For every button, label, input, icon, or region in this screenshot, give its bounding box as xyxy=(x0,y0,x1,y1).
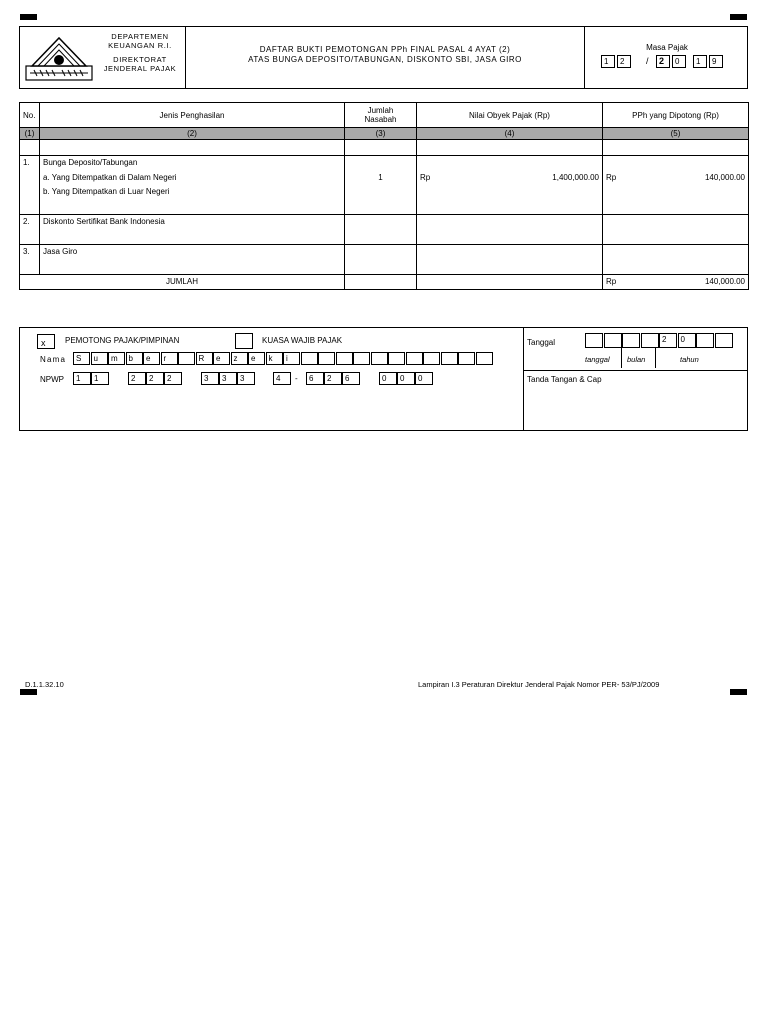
table-row xyxy=(20,214,749,229)
masa-pajak-label: Masa Pajak xyxy=(646,43,688,52)
regulation-note: Lampiran I.3 Peraturan Direktur Jenderal Pajak Nomor PER- 53/PJ/2009 xyxy=(418,680,660,689)
table-cell-no xyxy=(20,185,40,200)
npwp-digit-box: 1 xyxy=(73,372,91,385)
table-cell-no: 2. xyxy=(20,214,40,229)
npwp-digit-box: 2 xyxy=(324,372,342,385)
department-block xyxy=(96,33,184,73)
masa-separator: / xyxy=(646,56,649,66)
registration-mark-bottom-left xyxy=(20,689,37,695)
npwp-digit-box: 0 xyxy=(379,372,397,385)
table-cell-pph: 140,000.00 xyxy=(627,170,749,185)
nama-char-box: b xyxy=(126,352,143,365)
table-cell-no xyxy=(20,229,40,244)
nama-label: Nama xyxy=(40,355,67,364)
nama-char-box xyxy=(178,352,195,365)
tanggal-digit-box: 2 xyxy=(659,333,677,348)
table-cell-jenis: Jasa Giro xyxy=(40,244,345,259)
table-cell-nilai xyxy=(441,214,603,229)
table-row xyxy=(20,185,749,200)
nama-char-box: S xyxy=(73,352,90,365)
table-cell-nilai xyxy=(441,259,603,274)
col-header-jenis: Jenis Penghasilan xyxy=(40,103,345,128)
table-cell-nilai xyxy=(441,229,603,244)
table-cell-nilai: 1,400,000.00 xyxy=(441,170,603,185)
dept-line-3: DIREKTORAT xyxy=(113,55,167,64)
masa-month-box: 2 xyxy=(617,55,631,68)
total-label: JUMLAH xyxy=(20,274,345,290)
table-cell-no xyxy=(20,259,40,274)
col-number: (1) xyxy=(20,128,40,140)
table-cell-pph xyxy=(627,259,749,274)
col-header-pph: PPh yang Dipotong (Rp) xyxy=(603,103,749,128)
table-cell-jenis: b. Yang Ditempatkan di Luar Negeri xyxy=(40,185,345,200)
total-nilai xyxy=(417,274,603,290)
table-cell-rp2 xyxy=(603,244,627,259)
table-row xyxy=(20,199,749,214)
tanggal-digit-box: 0 xyxy=(678,333,696,348)
npwp-field[interactable] xyxy=(73,372,443,386)
nama-char-box: e xyxy=(143,352,160,365)
table-cell-rp2 xyxy=(603,155,627,170)
col-header-nilai: Nilai Obyek Pajak (Rp) xyxy=(417,103,603,128)
table-cell-no xyxy=(20,199,40,214)
nama-char-box xyxy=(458,352,475,365)
table-cell-nilai xyxy=(441,244,603,259)
table-cell-no xyxy=(20,140,40,156)
bulan-sub-divider xyxy=(655,348,656,368)
tanggal-digit-box xyxy=(696,333,714,348)
masa-year-box: 9 xyxy=(709,55,723,68)
tanggal-field[interactable] xyxy=(585,333,745,348)
table-cell-rp1 xyxy=(417,155,441,170)
tanggal-digit-box xyxy=(715,333,733,348)
nama-char-box: r xyxy=(161,352,178,365)
table-row xyxy=(20,155,749,170)
tanggal-label: Tanggal xyxy=(527,338,556,347)
col-header-no: No. xyxy=(20,103,40,128)
table-cell-jenis: Bunga Deposito/Tabungan xyxy=(40,155,345,170)
total-jumlah xyxy=(345,274,417,290)
npwp-digit-box: 1 xyxy=(91,372,109,385)
table-cell-jenis: a. Yang Ditempatkan di Dalam Negeri xyxy=(40,170,345,185)
npwp-digit-box: 3 xyxy=(237,372,255,385)
table-cell-pph xyxy=(627,185,749,200)
nama-char-box: e xyxy=(213,352,230,365)
table-cell-pph xyxy=(627,214,749,229)
form-title-line-1: DAFTAR BUKTI PEMOTONGAN PPh FINAL PASAL 4 AYAT (2) xyxy=(259,45,511,54)
nama-char-box xyxy=(441,352,458,365)
table-cell-jenis xyxy=(40,199,345,214)
table-cell-rp1 xyxy=(417,229,441,244)
table-row xyxy=(20,229,749,244)
table-header-row xyxy=(20,103,749,128)
total-pph: 140,000.00 xyxy=(627,274,749,290)
tanggal-digit-box xyxy=(604,333,622,348)
form-title-line-2: ATAS BUNGA DEPOSITO/TABUNGAN, DISKONTO SBI, JASA GIRO xyxy=(248,55,522,64)
nama-char-box xyxy=(353,352,370,365)
masa-year-box: 2 xyxy=(656,55,670,68)
table-cell-rp1 xyxy=(417,259,441,274)
registration-mark-top-left xyxy=(20,14,37,20)
table-cell-jenis xyxy=(40,229,345,244)
tanggal-digit-box xyxy=(585,333,603,348)
npwp-digit-box: 2 xyxy=(146,372,164,385)
npwp-digit-box: 6 xyxy=(306,372,324,385)
table-row xyxy=(20,170,749,185)
npwp-digit-box: 3 xyxy=(201,372,219,385)
nama-char-box xyxy=(318,352,335,365)
table-cell-nilai xyxy=(441,185,603,200)
nama-char-box xyxy=(406,352,423,365)
table-cell-jenis: Diskonto Sertifikat Bank Indonesia xyxy=(40,214,345,229)
npwp-digit-box: 0 xyxy=(397,372,415,385)
pemotong-label: PEMOTONG PAJAK/PIMPINAN xyxy=(65,336,180,345)
table-cell-nilai xyxy=(441,199,603,214)
table-cell-pph xyxy=(627,140,749,156)
nama-char-box: k xyxy=(266,352,283,365)
signer-divider-horizontal xyxy=(523,370,748,371)
total-rp: Rp xyxy=(603,274,627,290)
nama-char-box: z xyxy=(231,352,248,365)
table-cell-pph xyxy=(627,155,749,170)
table-cell-rp1 xyxy=(417,214,441,229)
table-cell-pph xyxy=(627,199,749,214)
table-cell-rp2 xyxy=(603,185,627,200)
nama-char-box xyxy=(371,352,388,365)
masa-month-box: 1 xyxy=(601,55,615,68)
table-cell-jumlah xyxy=(345,185,417,200)
col-number: (5) xyxy=(603,128,749,140)
table-cell-rp1 xyxy=(417,185,441,200)
npwp-label: NPWP xyxy=(40,375,64,384)
dept-line-2: KEUANGAN R.I. xyxy=(108,40,172,50)
masa-pajak-field[interactable] xyxy=(601,55,729,68)
tanggal-sublabel: tanggal xyxy=(585,355,610,364)
table-cell-rp2: Rp xyxy=(603,170,627,185)
table-cell-jumlah xyxy=(345,155,417,170)
nama-char-box: m xyxy=(108,352,125,365)
tahun-sublabel: tahun xyxy=(680,355,699,364)
table-cell-rp1: Rp xyxy=(417,170,441,185)
col-number: (4) xyxy=(417,128,603,140)
tanggal-sub-divider xyxy=(621,348,622,368)
table-cell-jumlah xyxy=(345,140,417,156)
signature-area[interactable] xyxy=(524,386,747,430)
npwp-digit-box: 2 xyxy=(164,372,182,385)
npwp-digit-box: 6 xyxy=(342,372,360,385)
nama-char-box: R xyxy=(196,352,213,365)
table-row xyxy=(20,259,749,274)
table-cell-jumlah xyxy=(345,229,417,244)
masa-year-box: 0 xyxy=(672,55,686,68)
col-number: (3) xyxy=(345,128,417,140)
table-cell-jenis xyxy=(40,259,345,274)
table-row xyxy=(20,140,749,156)
table-cell-rp2 xyxy=(603,259,627,274)
table-cell-rp1 xyxy=(417,140,441,156)
header-divider-2 xyxy=(584,26,585,89)
pemotong-checkbox[interactable] xyxy=(37,334,55,349)
dept-line-1: DEPARTEMEN xyxy=(111,32,169,41)
table-cell-jumlah: 1 xyxy=(345,170,417,185)
npwp-digit-box: 3 xyxy=(219,372,237,385)
table-body xyxy=(20,140,749,275)
table-cell-rp1 xyxy=(417,244,441,259)
npwp-digit-box: 4 xyxy=(273,372,291,385)
table-row xyxy=(20,244,749,259)
col-header-jumlah-line-2: Nasabah xyxy=(364,115,397,124)
column-number-row xyxy=(20,128,749,140)
bulan-sublabel: bulan xyxy=(627,355,646,364)
table-cell-no xyxy=(20,170,40,185)
nama-char-box xyxy=(476,352,493,365)
nama-char-box xyxy=(336,352,353,365)
djp-logo xyxy=(24,30,94,84)
table-cell-jumlah xyxy=(345,259,417,274)
nama-field[interactable] xyxy=(73,352,493,366)
table-cell-rp2 xyxy=(603,214,627,229)
npwp-dash: - xyxy=(295,374,298,383)
check-mark: x xyxy=(41,338,46,348)
nama-char-box xyxy=(388,352,405,365)
total-row xyxy=(20,274,749,290)
table-cell-jumlah xyxy=(345,214,417,229)
table-cell-pph xyxy=(627,229,749,244)
kuasa-checkbox[interactable] xyxy=(235,333,253,349)
npwp-digit-box: 2 xyxy=(128,372,146,385)
nama-char-box: e xyxy=(248,352,265,365)
tanggal-digit-box xyxy=(641,333,659,348)
income-table xyxy=(19,102,749,290)
table-cell-rp2 xyxy=(603,140,627,156)
registration-mark-bottom-right xyxy=(730,689,747,695)
col-header-jumlah-line-1: Jumlah xyxy=(367,106,394,115)
table-cell-jenis xyxy=(40,140,345,156)
nama-char-box: i xyxy=(283,352,300,365)
form-code: D.1.1.32.10 xyxy=(25,680,64,689)
npwp-digit-box: 0 xyxy=(415,372,433,385)
table-cell-no: 1. xyxy=(20,155,40,170)
table-cell-nilai xyxy=(441,140,603,156)
table-cell-rp1 xyxy=(417,199,441,214)
nama-char-box xyxy=(423,352,440,365)
nama-char-box xyxy=(301,352,318,365)
tanggal-digit-box xyxy=(622,333,640,348)
table-cell-no: 3. xyxy=(20,244,40,259)
table-cell-nilai xyxy=(441,155,603,170)
table-cell-jumlah xyxy=(345,244,417,259)
table-cell-rp2 xyxy=(603,199,627,214)
masa-year-box: 1 xyxy=(693,55,707,68)
table-cell-pph xyxy=(627,244,749,259)
registration-mark-top-right xyxy=(730,14,747,20)
col-number: (2) xyxy=(40,128,345,140)
dept-line-4: JENDERAL PAJAK xyxy=(103,63,177,73)
table-cell-jumlah xyxy=(345,199,417,214)
nama-char-box: u xyxy=(91,352,108,365)
form-title xyxy=(186,45,584,65)
ttd-label: Tanda Tangan & Cap xyxy=(527,375,602,384)
kuasa-label: KUASA WAJIB PAJAK xyxy=(262,336,343,345)
table-cell-rp2 xyxy=(603,229,627,244)
col-header-jumlah xyxy=(345,103,417,128)
